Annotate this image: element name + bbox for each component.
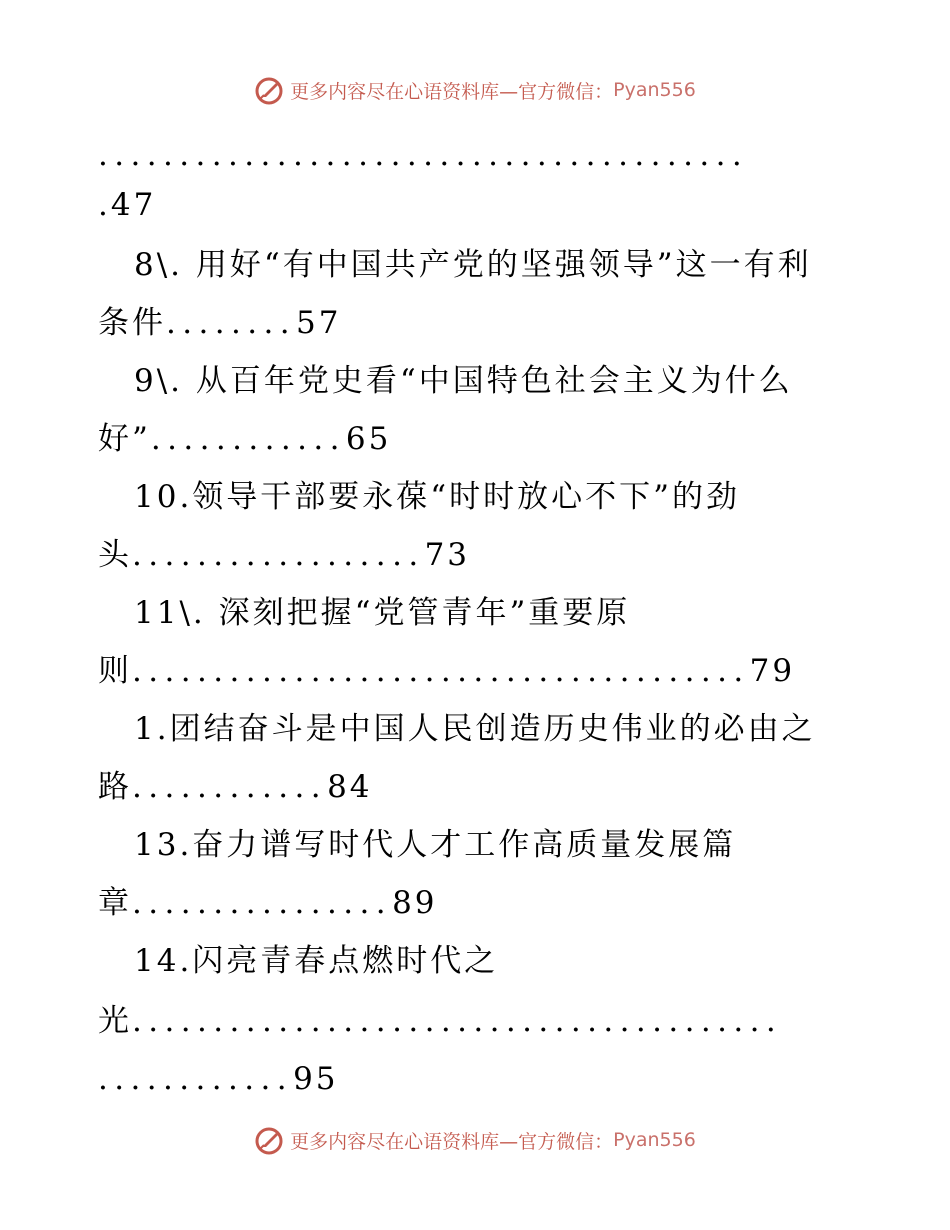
toc-page-number: 79 <box>749 653 796 689</box>
toc-title-text: 14.闪亮青春点燃时代之 <box>134 943 499 979</box>
toc-leader-dots: ........................................ <box>132 1003 783 1039</box>
toc-page-number: 84 <box>327 769 373 805</box>
feather-logo-icon <box>254 75 284 105</box>
toc-entry-title <box>134 356 793 406</box>
toc-leader-dots: .................. <box>132 537 425 573</box>
toc-entry-continuation <box>98 878 438 928</box>
toc-page-number: 65 <box>345 421 392 457</box>
toc-entry-continuation <box>98 646 795 696</box>
toc-entry-continuation <box>98 530 470 580</box>
banner-wechat-id: Pyan556 <box>613 79 696 101</box>
toc-page-number: .47 <box>98 187 157 223</box>
banner-wechat-id: Pyan556 <box>613 1129 696 1151</box>
toc-dots-line <box>98 130 748 180</box>
toc-title-text: 1.团结奋斗是中国人民创造历史伟业的必由之 <box>134 711 816 747</box>
toc-page-number: 73 <box>424 537 471 573</box>
toc-entry-title <box>134 588 630 638</box>
toc-page-line <box>98 180 156 230</box>
toc-title-text: 9\. 从百年党史看“中国特色社会主义为什么 <box>134 363 793 399</box>
toc-title-end: 头 <box>98 537 132 573</box>
toc-page-number: 89 <box>392 885 438 921</box>
toc-entry-title <box>134 472 740 522</box>
toc-title-end: 则 <box>98 653 132 689</box>
toc-leader-dots: ........................................ <box>98 137 749 173</box>
toc-entry-continuation <box>98 996 782 1046</box>
toc-entry-title <box>134 240 812 290</box>
feather-logo-icon <box>254 1125 284 1155</box>
toc-title-text: 11\. 深刻把握“党管青年”重要原 <box>134 595 631 631</box>
toc-entry-title <box>134 936 498 986</box>
toc-entry-continuation <box>98 298 342 348</box>
toc-title-text: 10.领导干部要永葆“时时放心不下”的劲 <box>134 479 740 515</box>
toc-leader-dots: ............ <box>98 1061 294 1097</box>
toc-entry-continuation <box>98 414 391 464</box>
toc-page-number: 57 <box>296 305 342 341</box>
toc-entry-title <box>134 704 816 754</box>
toc-title-end: 章 <box>98 885 132 921</box>
header-watermark-banner <box>0 70 950 110</box>
toc-title-end: 光 <box>98 1003 132 1039</box>
toc-leader-dots: ...................................... <box>132 653 750 689</box>
toc-entry-continuation <box>98 1054 339 1104</box>
footer-watermark-banner <box>0 1120 950 1160</box>
toc-title-text: 8\. 用好“有中国共产党的坚强领导”这一有利 <box>134 247 812 283</box>
toc-title-text: 13.奋力谱写时代人才工作高质量发展篇 <box>134 827 737 863</box>
banner-text: 更多内容尽在心语资料库—官方微信： <box>290 80 614 103</box>
toc-title-end: 好” <box>98 421 151 457</box>
toc-entry-title <box>134 820 736 870</box>
toc-entry-continuation <box>98 762 373 812</box>
toc-leader-dots: ................ <box>132 885 393 921</box>
banner-text: 更多内容尽在心语资料库—官方微信： <box>290 1130 614 1153</box>
toc-leader-dots: ........ <box>166 305 297 341</box>
toc-page-number: 95 <box>293 1061 339 1097</box>
toc-leader-dots: ............ <box>132 769 328 805</box>
toc-title-end: 条件 <box>98 305 166 341</box>
toc-title-end: 路 <box>98 769 132 805</box>
toc-leader-dots: ............ <box>150 421 346 457</box>
